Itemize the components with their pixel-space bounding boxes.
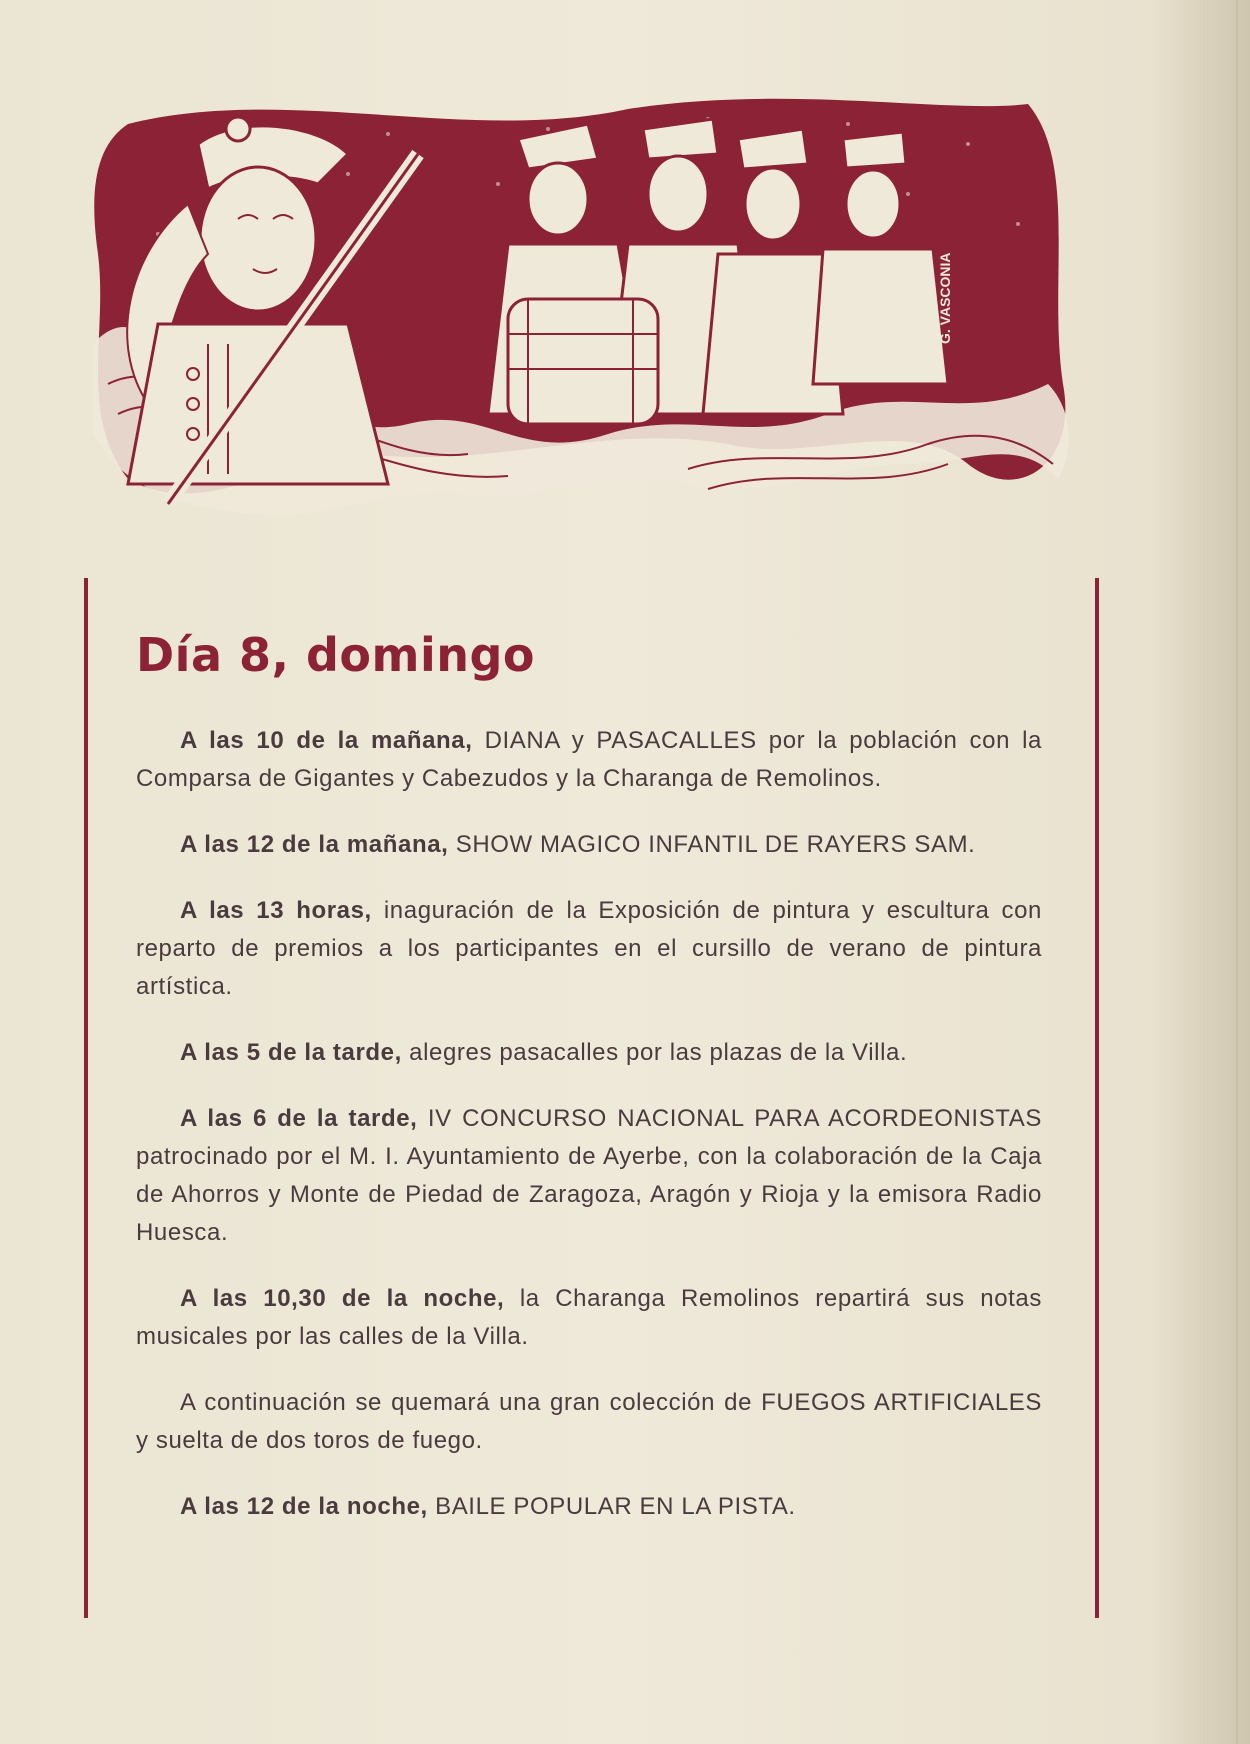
event-time: A las 6 de la tarde, [180,1105,418,1132]
frame-left-rule [84,578,88,1618]
event-item [136,892,1042,1006]
program-content [136,628,1042,1554]
event-text: DIANA y PASACALLES por la población con la Comparsa de Gigantes y Cabezudos y la Charanga de Remolinos. [136,727,1042,792]
event-text: BAILE POPULAR EN LA PISTA. [427,1493,796,1520]
event-text: SHOW MAGICO INFANTIL DE RAYERS SAM. [448,831,976,858]
event-item [136,1100,1042,1252]
event-text: alegres pasacalles por las plazas de la Villa. [401,1039,908,1066]
event-text: la Charanga Remolinos repartirá sus notas musicales por las calles de la Villa. [136,1285,1042,1350]
event-time: A las 10,30 de la noche, [180,1285,505,1312]
event-text: IV CONCURSO NACIONAL PARA ACORDEONISTAS patrocinado por el M. I. Ayuntamiento de Ayerbe, con la colaboración de la Caja de Ahorros y Monte de Piedad de Zaragoza, Aragón y Rioja y la emisora Radio Huesca. [136,1105,1042,1246]
event-time: A las 12 de la mañana, [180,831,449,858]
event-item [136,1034,1042,1072]
event-item [136,1488,1042,1526]
event-item [136,1384,1042,1460]
event-text: inaguración de la Exposición de pintura y escultura con reparto de premios a los participantes en el cursillo de verano de pintura artística. [136,897,1043,1000]
page-edge [1236,0,1238,1744]
artist-signature: G. VASCONIA [937,252,953,344]
event-text: A continuación se quemará una gran colección de FUEGOS ARTIFICIALES y suelta de dos toros de fuego. [136,1389,1042,1454]
event-time: A las 10 de la mañana, [180,727,473,754]
event-time: A las 12 de la noche, [180,1493,428,1520]
event-time: A las 13 horas, [180,897,372,924]
event-item [136,722,1042,798]
event-item [136,1280,1042,1356]
marching-band-illustration [88,84,1083,544]
band-illustration-svg [88,84,1083,544]
day-title: Día 8, domingo [136,628,536,682]
event-time: A las 5 de la tarde, [180,1039,402,1066]
event-item [136,826,1042,864]
frame-right-rule [1095,578,1099,1618]
